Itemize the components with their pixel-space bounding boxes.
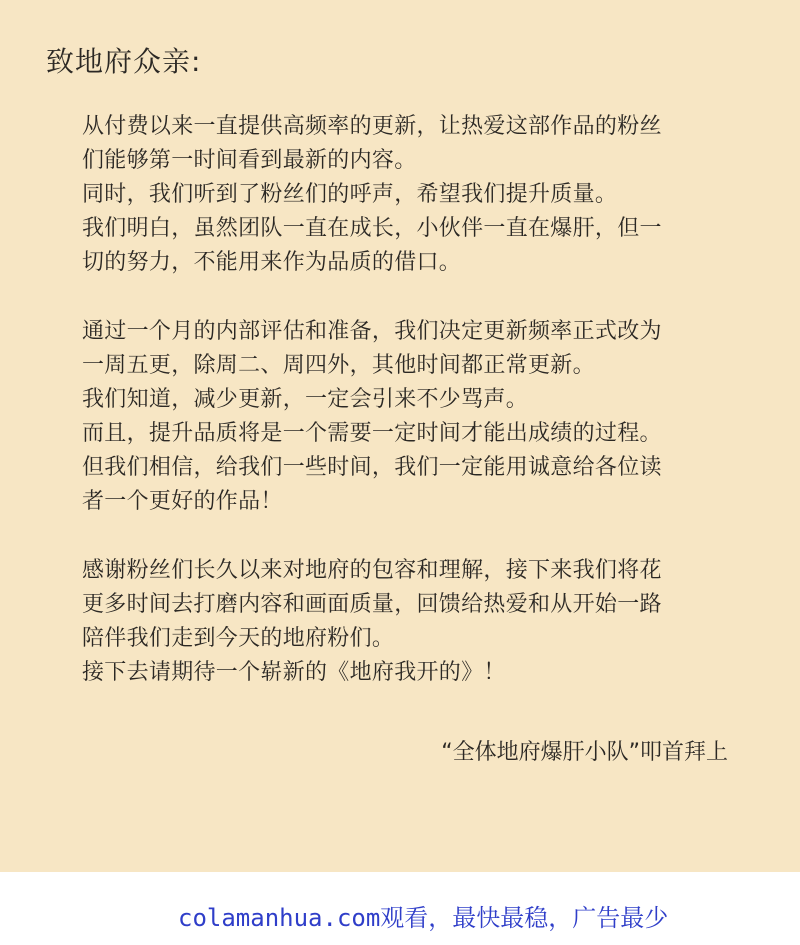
text-line: 感谢粉丝们长久以来对地府的包容和理解，接下来我们将花 — [82, 558, 662, 583]
salutation: 致地府众亲: — [46, 45, 202, 78]
text-line: 我们明白，虽然团队一直在成长，小伙伴一直在爆肝，但一 — [82, 216, 662, 241]
text-line: 而且，提升品质将是一个需要一定时间才能出成绩的过程。 — [82, 421, 662, 446]
footer-banner — [0, 872, 800, 945]
paragraph-1 — [82, 110, 732, 280]
paragraph-3 — [82, 554, 732, 690]
text-line: 们能够第一时间看到最新的内容。 — [82, 148, 417, 173]
text-line: 者一个更好的作品！ — [82, 489, 283, 514]
text-line: 接下去请期待一个崭新的《地府我开的》！ — [82, 660, 506, 685]
text-line: 通过一个月的内部评估和准备，我们决定更新频率正式改为 — [82, 319, 662, 344]
text-line: 切的努力，不能用来作为品质的借口。 — [82, 250, 462, 275]
text-line: 从付费以来一直提供高频率的更新，让热爱这部作品的粉丝 — [82, 114, 662, 139]
text-line: 一周五更，除周二、周四外，其他时间都正常更新。 — [82, 353, 595, 378]
text-line: 但我们相信，给我们一些时间，我们一定能用诚意给各位读 — [82, 455, 662, 480]
text-line: 陪伴我们走到今天的地府粉们。 — [82, 626, 395, 651]
text-line: 更多时间去打磨内容和画面质量，回馈给热爱和从开始一路 — [82, 592, 662, 617]
watermark-text: colamanhua.com观看，最快最稳，广告最少 — [178, 904, 669, 932]
signature: “全体地府爆肝小队”叩首拜上 — [441, 740, 728, 765]
paragraph-2 — [82, 315, 732, 519]
text-line: 同时，我们听到了粉丝们的呼声，希望我们提升质量。 — [82, 182, 618, 207]
text-line: 我们知道，减少更新，一定会引来不少骂声。 — [82, 387, 529, 412]
letter-body — [82, 110, 732, 690]
